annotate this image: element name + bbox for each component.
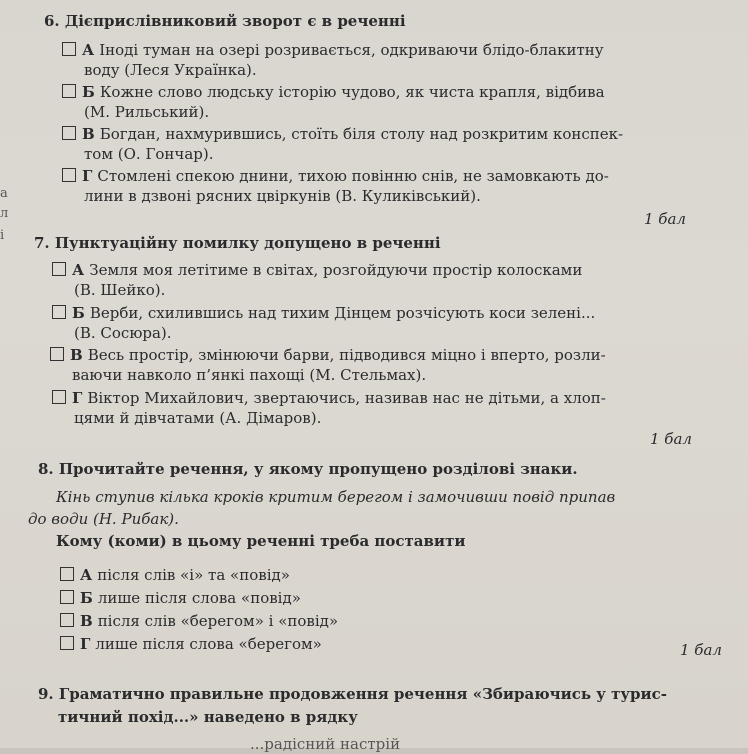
question-title-cont: тичний похід...» наведено в рядку <box>58 708 358 726</box>
option-letter: А <box>80 566 93 584</box>
margin-mark: л <box>0 206 9 221</box>
checkbox[interactable] <box>62 168 76 182</box>
option-text: після слів «і» та «повід» <box>97 566 290 584</box>
option-text-cont: ваючи навколо п’янкі пахощі (М. Стельмах). <box>72 366 427 384</box>
option-text-cont: том (О. Гончар). <box>84 145 214 163</box>
checkbox[interactable] <box>60 636 74 650</box>
question-title: 9. Граматично правильне продовження речення «Збираючись у турис- <box>38 685 667 703</box>
option-text-cont: (В. Шейко). <box>74 281 166 299</box>
option-letter: В <box>70 346 83 364</box>
option-a[interactable] <box>52 260 582 280</box>
quoted-sentence: Кінь ступив кілька кроків критим берегом і замочивши повід припав <box>56 488 616 506</box>
option-letter: А <box>82 41 95 59</box>
checkbox[interactable] <box>60 590 74 604</box>
option-text-cont: (В. Сосюра). <box>74 324 172 342</box>
score-label: 1 бал <box>680 641 722 659</box>
score-label: 1 бал <box>644 210 686 228</box>
option-text: Кожне слово людську історію чудово, як чиста крапля, відбива <box>99 83 605 101</box>
question-prompt: Кому (коми) в цьому реченні треба поставити <box>56 532 466 550</box>
cut-off-text: ...радісний настрій <box>250 735 401 753</box>
option-text-cont: (М. Рильський). <box>84 103 210 121</box>
option-text: Віктор Михайлович, звертаючись, називав нас не дітьми, а хлоп- <box>87 389 606 407</box>
option-text: після слів «берегом» і «повід» <box>97 612 339 630</box>
checkbox[interactable] <box>52 305 66 319</box>
option-letter: В <box>82 125 95 143</box>
option-h[interactable] <box>60 634 322 654</box>
option-letter: В <box>80 612 93 630</box>
quoted-sentence-cont: до води (Н. Рибак). <box>28 510 179 528</box>
option-h[interactable] <box>62 166 609 186</box>
option-a[interactable] <box>60 565 290 585</box>
option-text: лише після слова «берегом» <box>95 635 322 653</box>
option-letter: Г <box>80 635 91 653</box>
option-h[interactable] <box>52 388 606 408</box>
option-text-cont: цями й дівчатами (А. Дімаров). <box>74 409 322 427</box>
option-letter: Б <box>80 589 93 607</box>
question-title: 6. Дієприслівниковий зворот є в реченні <box>44 12 406 30</box>
question-title: 7. Пунктуаційну помилку допущено в реченні <box>34 234 441 252</box>
option-letter: Б <box>72 304 85 322</box>
option-text: лише після слова «повід» <box>97 589 301 607</box>
option-text: Земля моя летітиме в світах, розгойдуючи простір колосками <box>89 261 583 279</box>
checkbox[interactable] <box>52 390 66 404</box>
option-letter: Б <box>82 83 95 101</box>
option-text: Богдан, нахмурившись, стоїть біля столу над розкритим конспек- <box>99 125 624 143</box>
option-letter: Г <box>82 167 93 185</box>
option-v[interactable] <box>62 124 623 144</box>
checkbox[interactable] <box>60 613 74 627</box>
checkbox[interactable] <box>62 84 76 98</box>
option-b[interactable] <box>52 303 595 323</box>
score-label: 1 бал <box>650 430 692 448</box>
option-text: Стомлені спекою днини, тихою повінню снів, не замовкають до- <box>97 167 609 185</box>
option-b[interactable] <box>60 588 301 608</box>
checkbox[interactable] <box>60 567 74 581</box>
option-text-cont: лини в дзвоні рясних цвіркунів (В. Куликівський). <box>84 187 481 205</box>
question-title: 8. Прочитайте речення, у якому пропущено розділові знаки. <box>38 460 578 478</box>
checkbox[interactable] <box>50 347 64 361</box>
checkbox[interactable] <box>52 262 66 276</box>
option-v[interactable] <box>50 345 606 365</box>
margin-mark: і <box>0 228 5 243</box>
checkbox[interactable] <box>62 126 76 140</box>
option-v[interactable] <box>60 611 338 631</box>
option-a[interactable] <box>62 40 604 60</box>
margin-mark: а <box>0 186 8 201</box>
option-text-cont: воду (Леся Українка). <box>84 61 257 79</box>
option-letter: А <box>72 261 85 279</box>
option-b[interactable] <box>62 82 605 102</box>
option-text: Іноді туман на озері розривається, одкриваючи блідо-блакитну <box>99 41 604 59</box>
option-letter: Г <box>72 389 83 407</box>
option-text: Весь простір, змінюючи барви, підводився міцно і вперто, розли- <box>87 346 606 364</box>
option-text: Верби, схилившись над тихим Дінцем розчісують коси зелені... <box>89 304 596 322</box>
checkbox[interactable] <box>62 42 76 56</box>
